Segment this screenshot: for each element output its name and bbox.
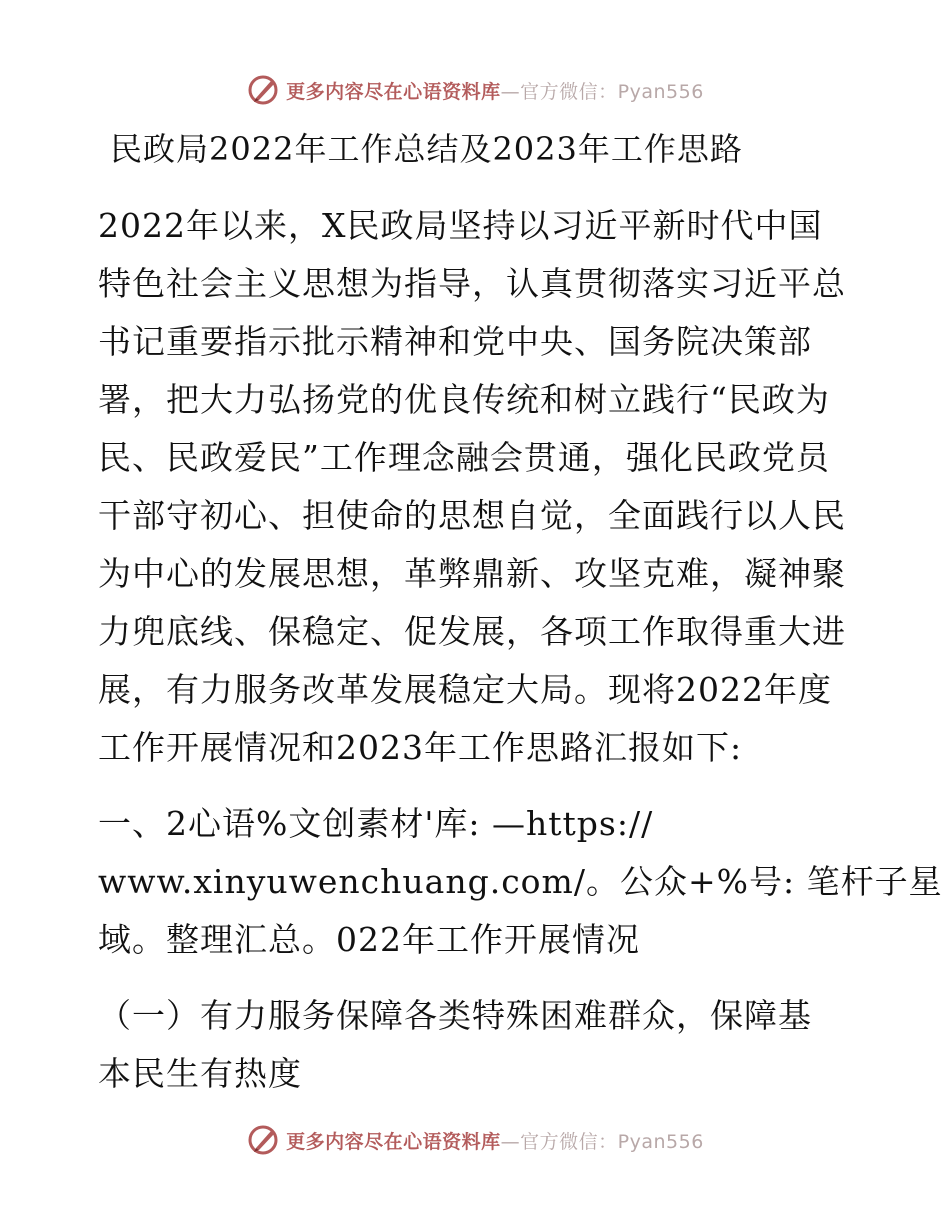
text-line: 民、民政爱民”工作理念融会贯通，强化民政党员 (98, 438, 830, 477)
watermark-banner-top (0, 72, 950, 108)
pen-logo-icon (246, 73, 280, 107)
watermark-banner-bottom (0, 1122, 950, 1158)
text-line: 展，有力服务改革发展稳定大局。现将2022年度 (98, 670, 832, 709)
text-line: 2022年以来，X民政局坚持以习近平新时代中国 (98, 206, 823, 245)
pen-logo-icon (246, 1123, 280, 1157)
watermark-text: 更多内容尽在心语资料库—官方微信：Pyan556 (286, 80, 704, 103)
text-line: 特色社会主义思想为指导，认真贯彻落实习近平总 (98, 264, 846, 303)
text-line: 一、2心语%文创素材'库: —https:// (98, 804, 654, 843)
text-line: 域。整理汇总。022年工作开展情况 (98, 920, 640, 959)
text-line: 署，把大力弘扬党的优良传统和树立践行“民政为 (98, 380, 830, 419)
text-line: 书记重要指示批示精神和党中央、国务院决策部 (98, 322, 812, 361)
text-line: 本民生有热度 (98, 1054, 302, 1093)
text-line: 干部守初心、担使命的思想自觉，全面践行以人民 (98, 496, 846, 535)
watermark-text: 更多内容尽在心语资料库—官方微信：Pyan556 (286, 1130, 704, 1153)
text-line: （一）有力服务保障各类特殊困难群众，保障基 (98, 996, 812, 1035)
text-line: 工作开展情况和2023年工作思路汇报如下: (98, 728, 743, 767)
text-line: 力兜底线、保稳定、促发展，各项工作取得重大进 (98, 612, 846, 651)
text-line: 为中心的发展思想，革弊鼎新、攻坚克难，凝神聚 (98, 554, 846, 593)
document-title: 民政局2022年工作总结及2023年工作思路 (110, 130, 743, 168)
text-line: www.xinyuwenchuang.com/。公众+%号: 笔杆子星 (98, 862, 943, 901)
